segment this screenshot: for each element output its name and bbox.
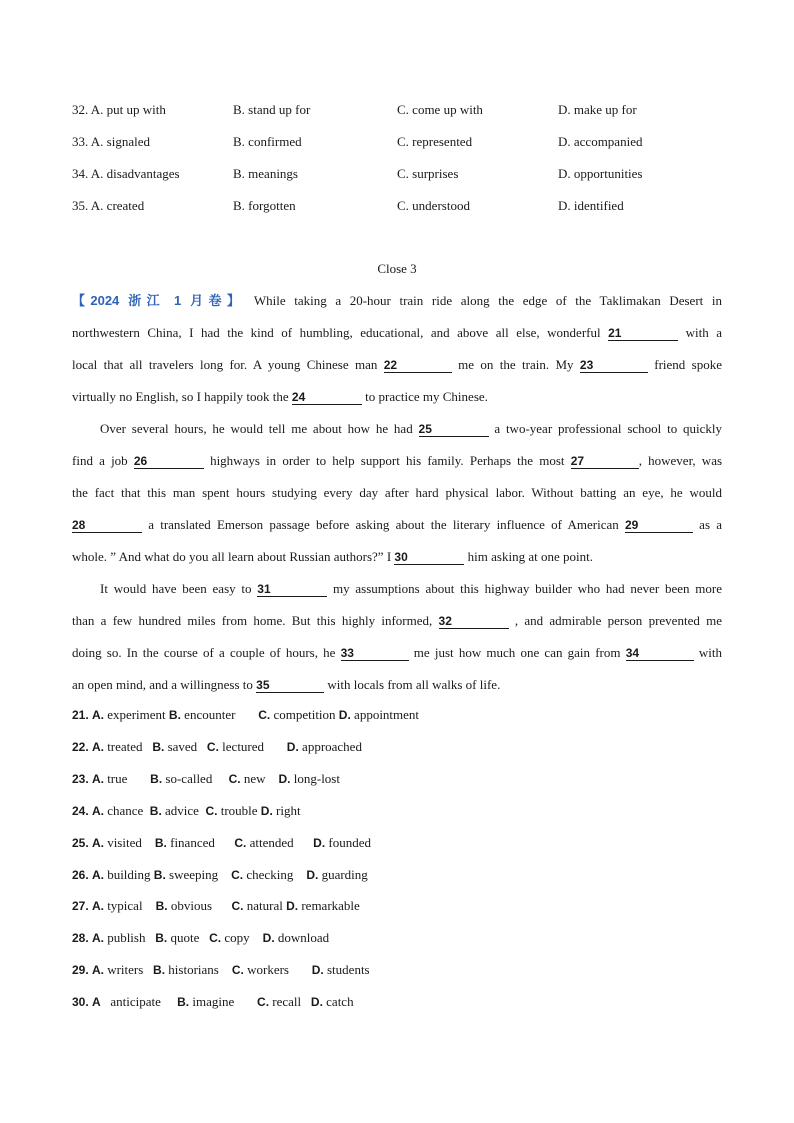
- question-number: 29.: [72, 963, 89, 977]
- passage-line: virtually no English, so I happily took the 24 to practice my Chinese.: [72, 389, 488, 404]
- blank-28[interactable]: 28: [72, 518, 142, 533]
- option-b: B. confirmed: [233, 134, 302, 149]
- question-row: 23. A. true B. so-called C. new D. long-lost: [72, 771, 340, 786]
- choice[interactable]: so-called: [165, 771, 213, 786]
- question-number: 23.: [72, 772, 89, 786]
- question-row: 24. A. chance B. advice C. trouble D. right: [72, 803, 301, 818]
- choice[interactable]: encounter: [184, 707, 236, 722]
- choice[interactable]: copy: [224, 930, 250, 945]
- source-tag: 【2024 浙江 1 月卷】: [72, 293, 246, 308]
- passage: [72, 292, 722, 708]
- question-number: 28.: [72, 931, 89, 945]
- passage-line: whole. ” And what do you all learn about Russian authors?” I 30 him asking at one point.: [72, 549, 593, 564]
- choice[interactable]: obvious: [170, 898, 212, 913]
- option-b: B. meanings: [233, 166, 298, 181]
- question-row: 26. A. building B. sweeping C. checking D. guarding: [72, 867, 368, 882]
- passage-line: 【2024 浙江 1 月卷】 While taking a 20-hour train ride along the edge of the Taklimakan Desert in: [72, 293, 722, 308]
- passage-line: local that all travelers long for. A young Chinese man 22 me on the train. My 23 friend spoke: [72, 357, 723, 372]
- choice[interactable]: anticipate: [110, 994, 161, 1009]
- option-a: 34. A. disadvantages: [72, 166, 180, 181]
- question-number: 24.: [72, 804, 89, 818]
- blank-27[interactable]: 27: [571, 454, 639, 469]
- choice[interactable]: appointment: [354, 707, 420, 722]
- passage-line: doing so. In the course of a couple of hours, he 33 me just how much one can gain from 34 with: [72, 645, 722, 660]
- passage-line: Over several hours, he would tell me about how he had 25 a two-year professional school to quickly: [100, 421, 723, 436]
- question-row: 29. A. writers B. historians C. workers D. students: [72, 962, 370, 977]
- question-row: 22. A. treated B. saved C. lectured D. approached: [72, 739, 362, 754]
- choice[interactable]: approached: [302, 739, 362, 754]
- question-row: 25. A. visited B. financed C. attended D. founded: [72, 835, 372, 850]
- question-number: 21.: [72, 708, 89, 722]
- question-number: 26.: [72, 868, 89, 882]
- choice[interactable]: sweeping: [169, 867, 219, 882]
- choice[interactable]: advice: [165, 803, 199, 818]
- choice[interactable]: long-lost: [293, 771, 340, 786]
- option-c: C. surprises: [397, 166, 459, 181]
- passage-line: than a few hundred miles from home. But this highly informed, 32 , and admirable person prevented me: [72, 613, 722, 628]
- choice[interactable]: financed: [170, 835, 215, 850]
- option-c: C. understood: [397, 198, 470, 213]
- choice[interactable]: catch: [326, 994, 354, 1009]
- choice[interactable]: treated: [107, 739, 143, 754]
- passage-line: northwestern China, I had the kind of humbling, educational, and above all else, wonderful 21 with a: [72, 325, 723, 340]
- blank-32[interactable]: 32: [439, 614, 509, 629]
- blank-26[interactable]: 26: [134, 454, 204, 469]
- option-d: D. opportunities: [558, 166, 643, 181]
- choice[interactable]: recall: [272, 994, 302, 1009]
- choice[interactable]: workers: [247, 962, 289, 977]
- option-a: 32. A. put up with: [72, 102, 166, 117]
- choice[interactable]: experiment: [107, 707, 166, 722]
- choice[interactable]: competition: [273, 707, 336, 722]
- passage-line: the fact that this man spent hours studying every day after hard physical labor. Without batting an eye, he would: [72, 485, 722, 500]
- choice[interactable]: checking: [246, 867, 294, 882]
- question-number: 25.: [72, 836, 89, 850]
- blank-21[interactable]: 21: [608, 326, 678, 341]
- option-b: B. forgotten: [233, 198, 296, 213]
- question-row: 21. A. experiment B. encounter C. competition D. appointment: [72, 707, 420, 722]
- option-d: D. identified: [558, 198, 624, 213]
- option-a: 33. A. signaled: [72, 134, 150, 149]
- choice[interactable]: visited: [107, 835, 142, 850]
- blank-29[interactable]: 29: [625, 518, 693, 533]
- choice[interactable]: guarding: [321, 867, 368, 882]
- choice[interactable]: download: [277, 930, 330, 945]
- choice[interactable]: typical: [107, 898, 143, 913]
- blank-35[interactable]: 35: [256, 678, 324, 693]
- choice[interactable]: new: [243, 771, 266, 786]
- option-a: 35. A. created: [72, 198, 145, 213]
- section-title: Close 3: [377, 261, 417, 276]
- option-c: C. come up with: [397, 102, 483, 117]
- choice[interactable]: attended: [249, 835, 294, 850]
- option-d: D. accompanied: [558, 134, 643, 149]
- choice[interactable]: publish: [107, 930, 146, 945]
- choice[interactable]: chance: [107, 803, 144, 818]
- choice[interactable]: students: [327, 962, 370, 977]
- question-row: 27. A. typical B. obvious C. natural D. remarkable: [72, 898, 360, 913]
- question-row: 30. A anticipate B. imagine C. recall D. catch: [72, 994, 354, 1009]
- blank-30[interactable]: 30: [394, 550, 464, 565]
- passage-line: 28 a translated Emerson passage before asking about the literary influence of American 29 as a: [72, 517, 722, 532]
- passage-line: It would have been easy to 31 my assumptions about this highway builder who had never been more: [100, 581, 723, 596]
- blank-23[interactable]: 23: [580, 358, 648, 373]
- blank-25[interactable]: 25: [419, 422, 489, 437]
- question-row: 28. A. publish B. quote C. copy D. download: [72, 930, 330, 945]
- option-b: B. stand up for: [233, 102, 311, 117]
- choice[interactable]: natural: [246, 898, 283, 913]
- blank-24[interactable]: 24: [292, 390, 362, 405]
- question-number: 27.: [72, 899, 89, 913]
- question-number: 30.: [72, 995, 89, 1009]
- choice[interactable]: historians: [168, 962, 219, 977]
- choice[interactable]: remarkable: [301, 898, 360, 913]
- passage-line: an open mind, and a willingness to 35 with locals from all walks of life.: [72, 677, 501, 692]
- passage-line: find a job 26 highways in order to help support his family. Perhaps the most 27 , however, was: [72, 453, 723, 468]
- blank-34[interactable]: 34: [626, 646, 694, 661]
- choice[interactable]: trouble: [220, 803, 258, 818]
- blank-33[interactable]: 33: [341, 646, 409, 661]
- choice[interactable]: writers: [107, 962, 144, 977]
- choice[interactable]: lectured: [222, 739, 265, 754]
- choice[interactable]: building: [107, 867, 151, 882]
- choice[interactable]: right: [276, 803, 301, 818]
- choice[interactable]: imagine: [192, 994, 235, 1009]
- question-number: 22.: [72, 740, 89, 754]
- option-c: C. represented: [397, 134, 473, 149]
- option-d: D. make up for: [558, 102, 637, 117]
- blank-22[interactable]: 22: [384, 358, 452, 373]
- choice[interactable]: quote: [170, 930, 200, 945]
- choice[interactable]: true: [107, 771, 128, 786]
- choice[interactable]: founded: [328, 835, 372, 850]
- choice[interactable]: saved: [167, 739, 198, 754]
- blank-31[interactable]: 31: [257, 582, 327, 597]
